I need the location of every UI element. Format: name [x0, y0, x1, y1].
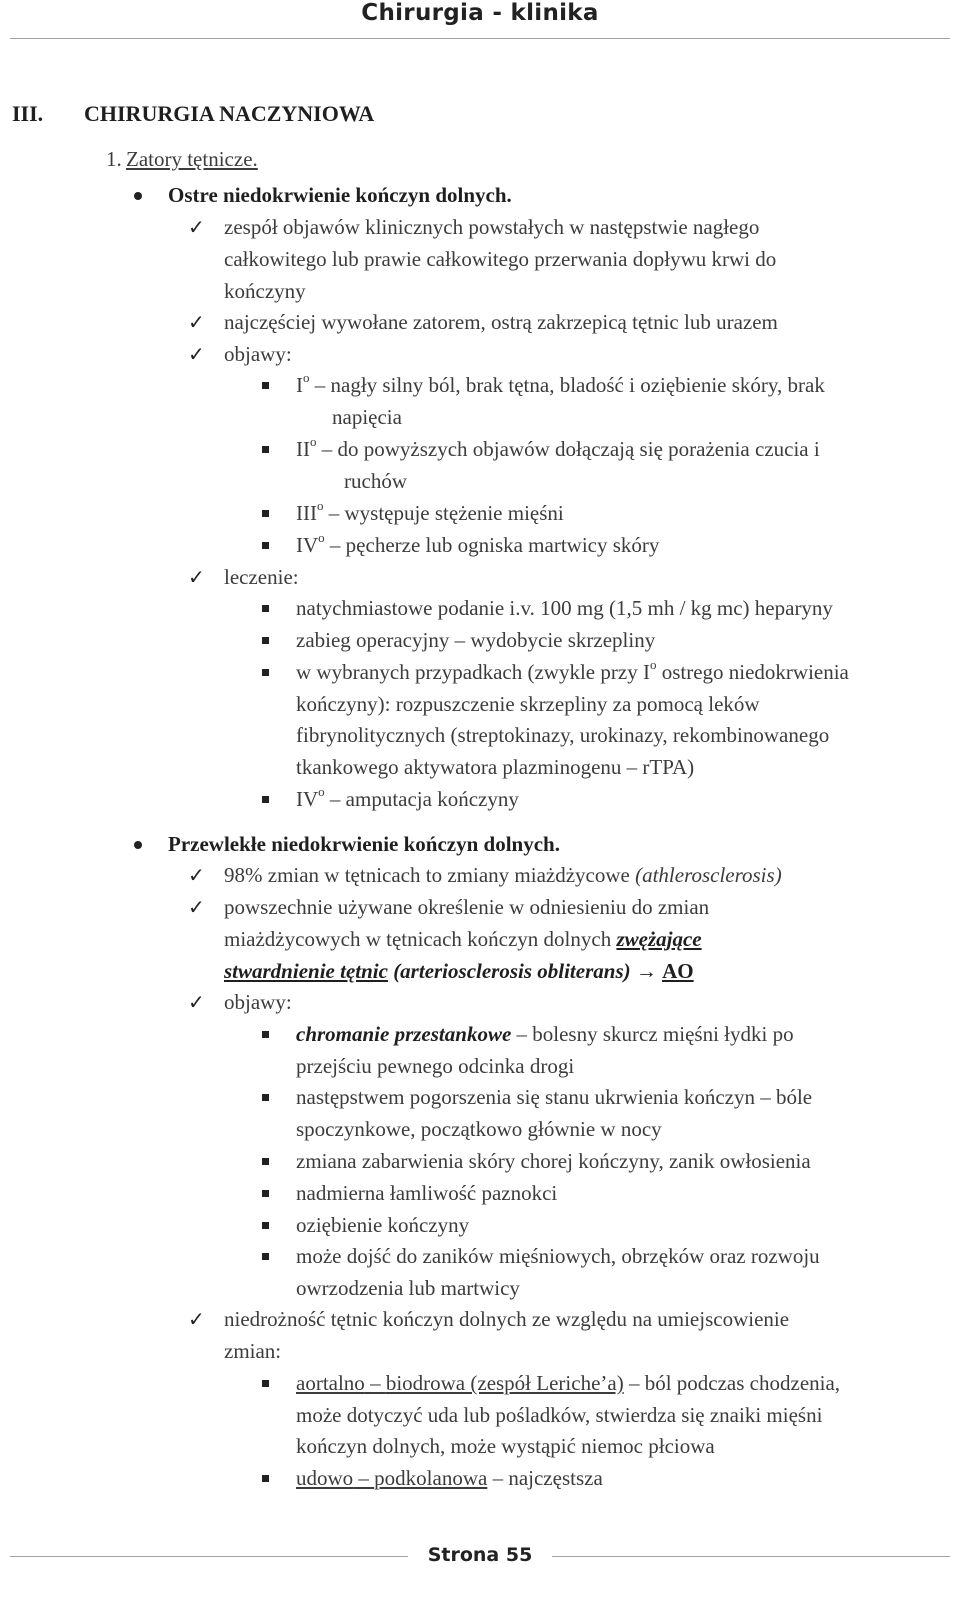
symptom-5: oziębienie kończyny: [296, 1213, 470, 1237]
symptom-2-cont: spoczynkowe, początkowo głównie w nocy: [296, 1117, 662, 1141]
symptom-4: nadmierna łamliwość paznokci: [296, 1181, 558, 1205]
square-bullet-icon: [262, 1222, 269, 1229]
acute-p2: najczęściej wywołane zatorem, ostrą zakrzepicą tętnic lub urazem: [224, 310, 778, 334]
square-bullet-icon: [262, 1094, 269, 1101]
obstruction-2: udowo – podkolanowa – najczęstsza: [296, 1466, 603, 1490]
treatment-3-cont2: fibrynolitycznych (streptokinazy, urokinazy, rekombinowanego: [296, 723, 830, 747]
acute-symptoms-label: objawy:: [224, 342, 292, 366]
square-bullet-icon: [262, 1475, 269, 1482]
page-number: Strona 55: [0, 1544, 960, 1566]
acute-treatment-label: leczenie:: [224, 565, 299, 589]
square-bullet-icon: [262, 446, 269, 453]
acute-p1-line3: kończyny: [224, 279, 306, 303]
chronic-c2c: stwardnienie tętnic (arteriosclerosis obliterans) → AO: [224, 959, 694, 983]
square-bullet-icon: [262, 669, 269, 676]
symptom-6: może dojść do zaników mięśniowych, obrzęków oraz rozwoju: [296, 1244, 820, 1268]
degree-3: III$^o$ – występuje stężenie mięśni: [296, 498, 564, 525]
header-rule: [10, 38, 950, 39]
treatment-1: natychmiastowe podanie i.v. 100 mg (1,5 mh / kg mc) heparyny: [296, 596, 833, 620]
bullet-dot: [134, 192, 142, 200]
chronic-c2: powszechnie używane określenie w odniesieniu do zmian: [224, 895, 710, 919]
check-icon: ✓: [188, 1307, 205, 1331]
square-bullet-icon: [262, 1031, 269, 1038]
symptom-6-cont: owrzodzenia lub martwicy: [296, 1276, 520, 1300]
degree-1-cont: napięcia: [332, 405, 402, 429]
check-icon: ✓: [188, 990, 205, 1014]
check-icon: ✓: [188, 863, 205, 887]
square-bullet-icon: [262, 382, 269, 389]
degree-4: $IV^o$ – pęcherze lub ogniska martwicy skóry: [296, 530, 660, 557]
section-title: CHIRURGIA NACZYNIOWA: [84, 101, 375, 126]
obstruction-1-cont2: kończyn dolnych, może wystąpić niemoc płciowa: [296, 1434, 715, 1458]
check-icon: ✓: [188, 895, 205, 919]
square-bullet-icon: [262, 1253, 269, 1260]
obstruction-1: aortalno – biodrowa (zespół Leriche’a) – ból podczas chodzenia,: [296, 1371, 841, 1395]
check-icon: ✓: [188, 342, 205, 366]
chronic-obstruction-cont: zmian:: [224, 1339, 282, 1363]
symptom-1: chromanie przestankowe – bolesny skurcz mięśni łydki po: [296, 1022, 794, 1046]
square-bullet-icon: [262, 796, 269, 803]
subsection-title: Zatory tętnicze.: [126, 147, 258, 171]
treatment-4: $IV^o$ – amputacja kończyny: [296, 784, 519, 811]
acute-p1-line2: całkowitego lub prawie całkowitego przerwania dopływu krwi do: [224, 247, 777, 271]
symptom-2: następstwem pogorszenia się stanu ukrwienia kończyn – bóle: [296, 1085, 813, 1109]
subsection-number: 1.: [106, 147, 122, 171]
square-bullet-icon: [262, 1190, 269, 1197]
chronic-heading: Przewlekłe niedokrwienie kończyn dolnych.: [168, 832, 560, 856]
symptom-3: zmiana zabarwienia skóry chorej kończyny, zanik owłosienia: [296, 1149, 811, 1173]
square-bullet-icon: [262, 637, 269, 644]
square-bullet-icon: [262, 1380, 269, 1387]
check-icon: ✓: [188, 565, 205, 589]
treatment-3-cont3: tkankowego aktywatora plazminogenu – rTPA): [296, 755, 695, 779]
square-bullet-icon: [262, 510, 269, 517]
chronic-c1: 98% zmian w tętnicach to zmiany miażdżycowe (athlerosclerosis): [224, 863, 782, 887]
header-title: Chirurgia - klinika: [361, 0, 599, 26]
treatment-2: zabieg operacyjny – wydobycie skrzepliny: [296, 628, 656, 652]
chronic-c2b: miażdżycowych w tętnicach kończyn dolnych zwężające: [224, 927, 702, 951]
section-number: III.: [12, 101, 44, 126]
bullet-dot: [134, 841, 142, 849]
acute-p1-line1: zespół objawów klinicznych powstałych w następstwie nagłego: [224, 215, 760, 239]
square-bullet-icon: [262, 1158, 269, 1165]
check-icon: ✓: [188, 215, 205, 239]
chronic-symptoms-label: objawy:: [224, 990, 292, 1014]
square-bullet-icon: [262, 605, 269, 612]
degree-2-cont: ruchów: [344, 469, 407, 493]
treatment-3-cont1: kończyny): rozpuszczenie skrzepliny za pomocą leków: [296, 692, 760, 716]
treatment-3: w wybranych przypadkach (zwykle przy $I^o$ ostrego niedokrwienia: [296, 657, 849, 684]
degree-2: $II^o$ – do powyższych objawów dołączają się porażenia czucia i: [296, 434, 820, 461]
symptom-1-cont: przejściu pewnego odcinka drogi: [296, 1054, 575, 1078]
square-bullet-icon: [262, 542, 269, 549]
obstruction-1-cont1: może dotyczyć uda lub pośladków, stwierdza się znaiki mięśni: [296, 1403, 823, 1427]
chronic-obstruction: niedrożność tętnic kończyn dolnych ze względu na umiejscowienie: [224, 1307, 790, 1331]
check-icon: ✓: [188, 310, 205, 334]
acute-heading: Ostre niedokrwienie kończyn dolnych.: [168, 183, 512, 207]
degree-1: $I^o$ – nagły silny ból, brak tętna, bladość i oziębienie skóry, brak: [296, 370, 825, 397]
